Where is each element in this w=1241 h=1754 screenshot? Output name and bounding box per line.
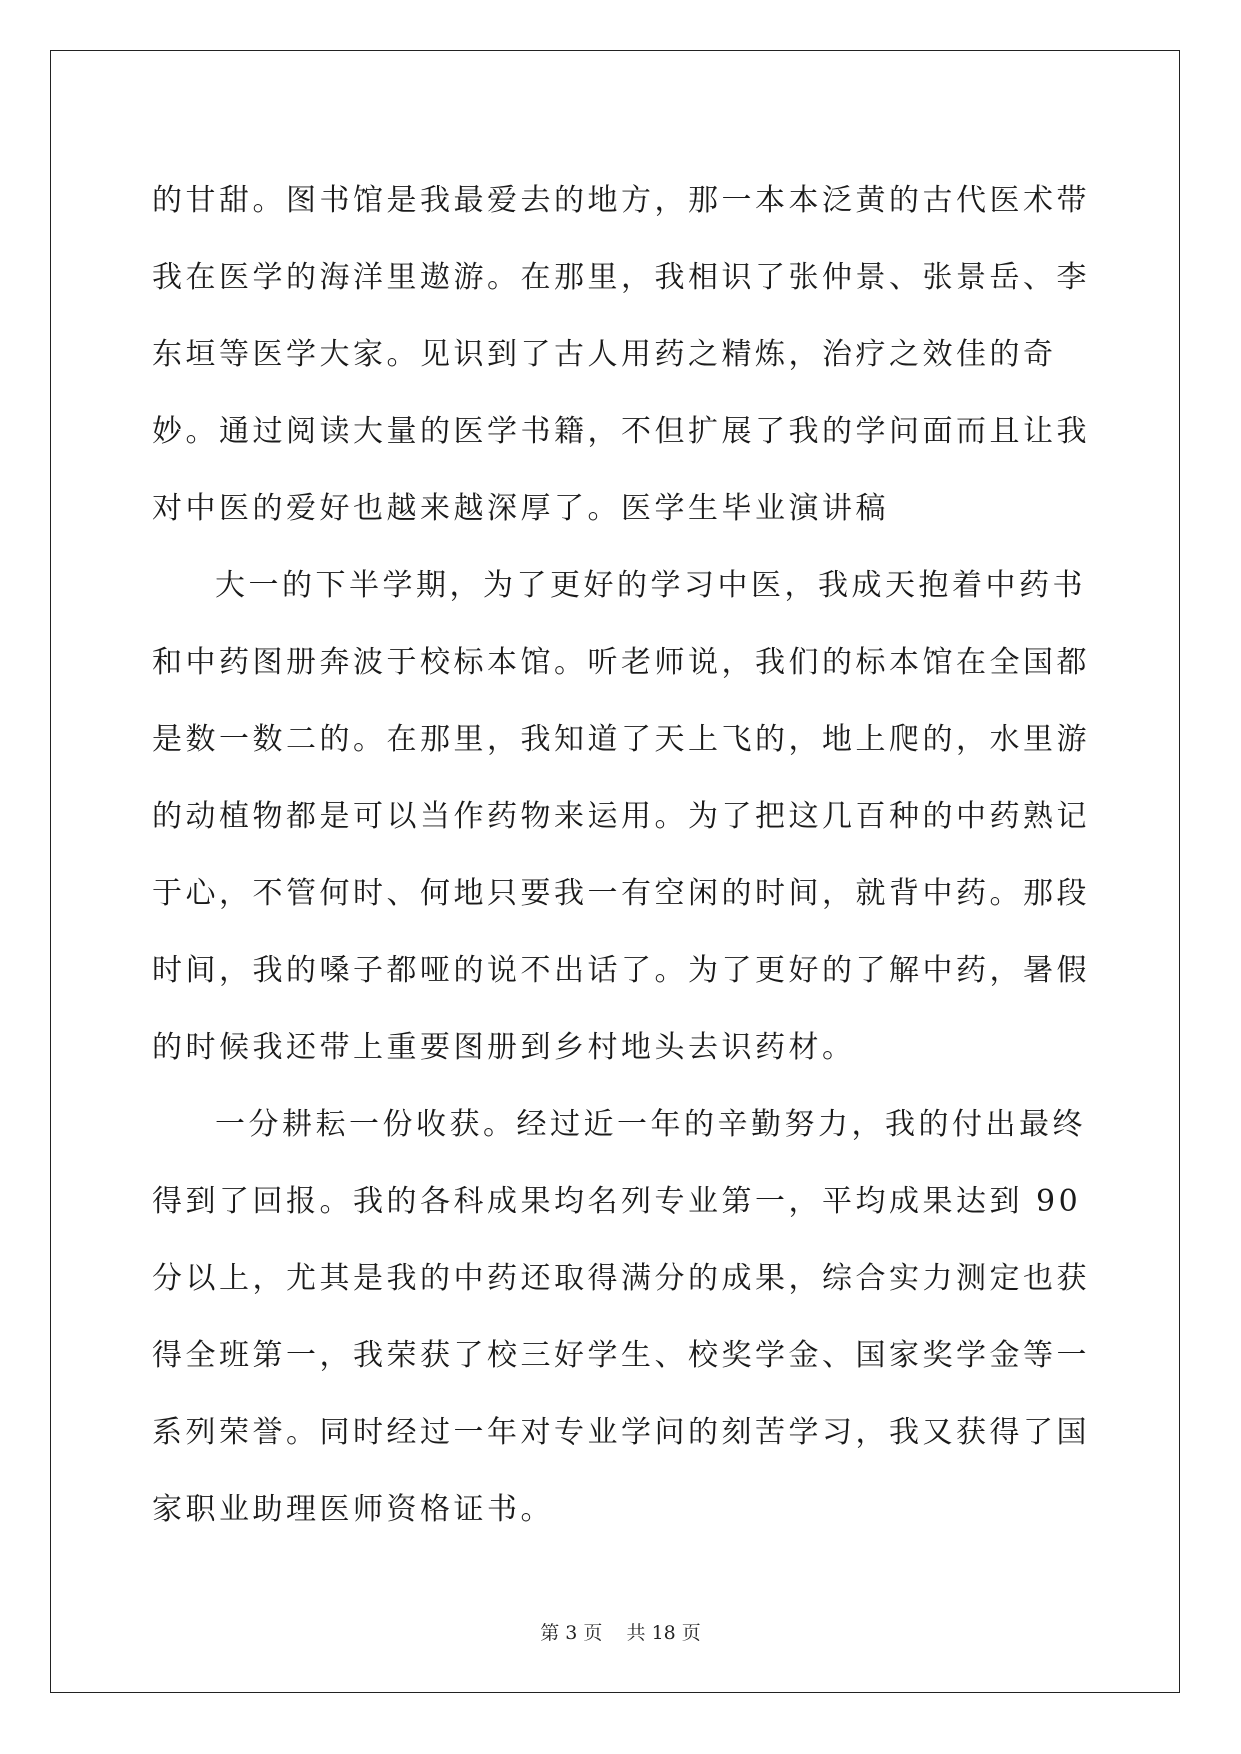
paragraph-3: 一分耕耘一份收获。经过近一年的辛勤努力，我的付出最终得到了回报。我的各科成果均名列专业第一，平均成果达到 90 分以上，尤其是我的中药还取得满分的成果，综合实力测定也获得全班第一，我荣获了校三好学生、校奖学金、国家奖学金等一系列荣誉。同时经过一年对专业学问的刻苦学习，我又获得了国家职业助理医师资格证书。 [152,1107,1090,1527]
document-body [152,162,1092,1548]
paragraph-1: 的甘甜。图书馆是我最爱去的地方，那一本本泛黄的古代医术带我在医学的海洋里遨游。在那里，我相识了张仲景、张景岳、李东垣等医学大家。见识到了古人用药之精炼，治疗之效佳的奇妙。通过阅读大量的医学书籍，不但扩展了我的学问面而且让我对中医的爱好也越来越深厚了。医学生毕业演讲稿 [152,183,1090,526]
page-number: 第 3 页 [540,1622,603,1644]
page-total: 共 18 页 [626,1622,701,1644]
paragraph-2: 大一的下半学期，为了更好的学习中医，我成天抱着中药书和中药图册奔波于校标本馆。听老师说，我们的标本馆在全国都是数一数二的。在那里，我知道了天上飞的，地上爬的，水里游的动植物都是可以当作药物来运用。为了把这几百种的中药熟记于心，不管何时、何地只要我一有空闲的时间，就背中药。那段时间，我的嗓子都哑的说不出话了。为了更好的了解中药，暑假的时候我还带上重要图册到乡村地头去识药材。 [152,568,1090,1065]
page-footer [0,1618,1241,1645]
